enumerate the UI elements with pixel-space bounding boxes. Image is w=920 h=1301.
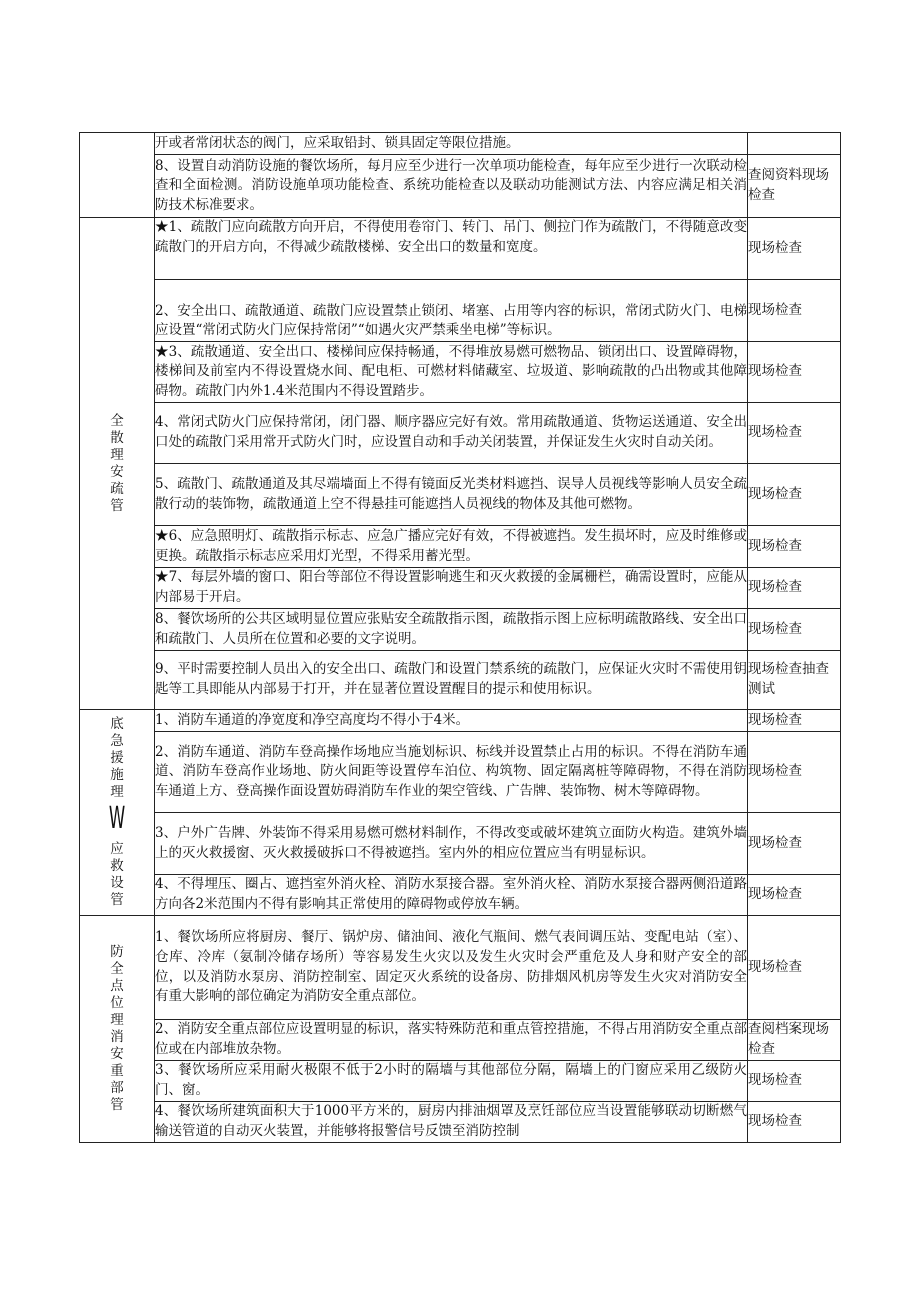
item-content: 1、餐饮场所应将厨房、餐厅、锅炉房、储油间、液化气瓶间、燃气表间调压站、变配电站（室）、仓库、冷库（氨制冷储存场所）等容易发生火灾以及发生火灾时会严重危及人身和财产安全的部位，以及消防水泵房、消防控制室、固定灭火系统的设备房、防排烟风机房等发生火灾对消防安全有重大影响的部位确定为消防安全重点部位。 — [155, 916, 748, 1020]
check-method: 现场检查 — [748, 403, 841, 464]
table-row — [80, 342, 841, 403]
check-method: 现场检查 — [748, 568, 841, 609]
check-method: 现场检查 — [748, 1061, 841, 1102]
inspection-table — [79, 132, 841, 1143]
category-label: 应救设管 — [110, 841, 124, 908]
item-content: 8、设置自动消防设施的餐饮场所，每月应至少进行一次单项功能检查，每年应至少进行一次联动检查和全面检测。消防设施单项功能检查、系统功能检查以及联动功能测试方法、内容应满足相关消防技术标准要求。 — [155, 155, 748, 218]
table-row — [80, 218, 841, 280]
item-content: 2、消防车通道、消防车登高操作场地应当施划标识、标线并设置禁止占用的标识。不得在消防车通道、消防车登高作业场地、防火间距等设置停车泊位、构筑物、固定隔离桩等障碍物，不得在消防车通道上方、登高操作面设置妨碍消防车作业的架空管线、广告牌、装饰物、树木等障碍物。 — [155, 732, 748, 813]
table-row — [80, 568, 841, 609]
item-content: 4、餐饮场所建筑面积大于1000平方米的，厨房内排油烟罩及烹饪部位应当设置能够联动切断燃气输送管道的自动灭火装置，并能够将报警信号反馈至消防控制 — [155, 1102, 748, 1143]
item-content: 3、餐饮场所应采用耐火极限不低于2小时的隔墙与其他部位分隔，隔墙上的门窗应采用乙级防火门、窗。 — [155, 1061, 748, 1102]
item-content: ★6、应急照明灯、疏散指示标志、应急广播应完好有效，不得被遮挡。发生损坏时，应及时维修或更换。疏散指示标志应采用灯光型，不得采用蓄光型。 — [155, 526, 748, 568]
item-content: 1、消防车通道的净宽度和净空高度均不得小于4米。 — [155, 710, 748, 732]
category-cell — [80, 710, 155, 916]
category-label: 防全点位理消安重部管 — [110, 944, 124, 1113]
check-method: 查阅档案现场检查 — [748, 1020, 841, 1061]
item-content: 4、常闭式防火门应保持常闭，闭门器、顺序器应完好有效。常用疏散通道、货物运送通道、安全出口处的疏散门采用常开式防火门时，应设置自动和手动关闭装置，并保证发生火灾时自动关闭。 — [155, 403, 748, 464]
item-content: 2、安全出口、疏散通道、疏散门应设置禁止锁闭、堵塞、占用等内容的标识，常闭式防火门、电梯应设置“常闭式防火门应保持常闭”“如遇火灾严禁乘坐电梯”等标识。 — [155, 280, 748, 342]
table-row — [80, 155, 841, 218]
check-method: 现场检查抽查测试 — [748, 651, 841, 710]
item-content: ★7、每层外墙的窗口、阳台等部位不得设置影响逃生和灭火救援的金属栅栏，确需设置时，应能从内部易于开启。 — [155, 568, 748, 609]
category-cell — [80, 916, 155, 1143]
check-method: 现场检查 — [748, 916, 841, 1020]
check-method: 现场检查 — [748, 280, 841, 342]
category-mark: W — [108, 801, 126, 836]
item-content: 5、疏散门、疏散通道及其尽端墙面上不得有镜面反光类材料遮挡、误导人员视线等影响人员安全疏散行动的装饰物，疏散通道上空不得悬挂可能遮挡人员视线的物体及其他可燃物。 — [155, 464, 748, 526]
table-row — [80, 875, 841, 916]
item-content: 9、平时需要控制人员出入的安全出口、疏散门和设置门禁系统的疏散门，应保证火灾时不需使用钥匙等工具即能从内部易于打开，并在显著位置设置醒目的提示和使用标识。 — [155, 651, 748, 710]
check-method: 现场检查 — [748, 1102, 841, 1143]
check-method: 现场检查 — [748, 464, 841, 526]
check-method — [748, 133, 841, 155]
check-method: 现场检查 — [748, 609, 841, 651]
item-content: ★3、疏散通道、安全出口、楼梯间应保持畅通，不得堆放易燃可燃物品、锁闭出口、设置障碍物，楼梯间及前室内不得设置烧水间、配电柜、可燃材料储藏室、垃圾道、影响疏散的凸出物或其他障碍物。疏散门内外1.4米范围内不得设置踏步。 — [155, 342, 748, 403]
table-row — [80, 1020, 841, 1061]
table-row — [80, 710, 841, 732]
table-row — [80, 1061, 841, 1102]
check-method: 现场检查 — [748, 710, 841, 732]
item-content: 4、不得埋压、圈占、遮挡室外消火栓、消防水泵接合器。室外消火栓、消防水泵接合器两侧沿道路方向各2米范围内不得有影响其正常使用的障碍物或停放车辆。 — [155, 875, 748, 916]
table-row — [80, 526, 841, 568]
category-cell — [80, 133, 155, 218]
table-row — [80, 280, 841, 342]
table-row — [80, 1102, 841, 1143]
category-label: 全散理安疏管 — [110, 412, 124, 514]
check-method: 现场检查 — [748, 732, 841, 813]
table-row — [80, 133, 841, 155]
table-row — [80, 916, 841, 1020]
item-content: 2、消防安全重点部位应设置明显的标识，落实特殊防范和重点管控措施，不得占用消防安全重点部位或在内部堆放杂物。 — [155, 1020, 748, 1061]
table-row — [80, 813, 841, 875]
category-cell — [80, 218, 155, 710]
item-content: 8、餐饮场所的公共区域明显位置应张贴安全疏散指示图，疏散指示图上应标明疏散路线、安全出口和疏散门、人员所在位置和必要的文字说明。 — [155, 609, 748, 651]
table-row — [80, 403, 841, 464]
table-row — [80, 464, 841, 526]
item-content: 3、户外广告牌、外装饰不得采用易燃可燃材料制作，不得改变或破坏建筑立面防火构造。建筑外墙上的灭火救援窗、灭火救援破拆口不得被遮挡。室内外的相应位置应当有明显标识。 — [155, 813, 748, 875]
check-method: 现场检查 — [748, 526, 841, 568]
table-row — [80, 609, 841, 651]
item-content: 开或者常闭状态的阀门，应采取铅封、锁具固定等限位措施。 — [155, 133, 748, 155]
table-row — [80, 732, 841, 813]
check-method: 现场检查 — [748, 813, 841, 875]
check-method: 现场检查 — [748, 218, 841, 280]
table-row — [80, 651, 841, 710]
check-method: 查阅资料现场检查 — [748, 155, 841, 218]
category-label: 底急援施理 — [110, 716, 124, 800]
item-content: ★1、疏散门应向疏散方向开启，不得使用卷帘门、转门、吊门、侧拉门作为疏散门，不得随意改变疏散门的开启方向，不得减少疏散楼梯、安全出口的数量和宽度。 — [155, 218, 748, 280]
check-method: 现场检查 — [748, 875, 841, 916]
check-method: 现场检查 — [748, 342, 841, 403]
